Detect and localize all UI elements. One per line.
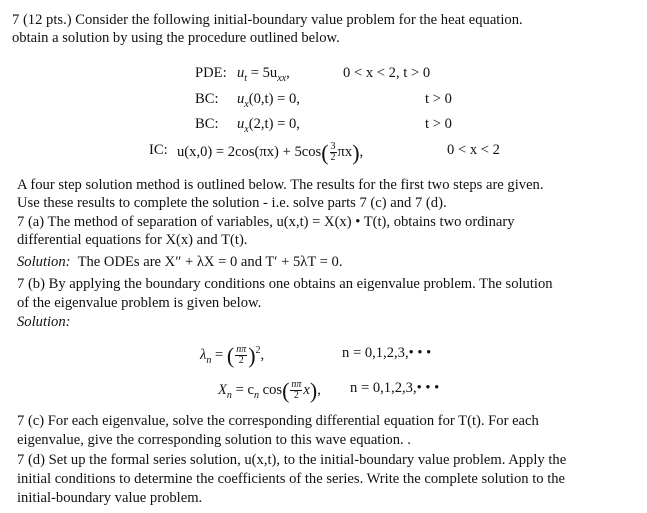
xn-lhs: X [218, 381, 227, 398]
part-c-line-2: eigenvalue, give the corresponding solution to this wave equation. . [17, 432, 411, 448]
bc2-label: BC: [195, 116, 219, 132]
lambda-range: n = 0,1,2,3,• • • [342, 345, 432, 361]
part-d-line-2: initial conditions to determine the coefficients of the series. Write the complete solution to the [17, 471, 566, 487]
pde-equation [237, 65, 290, 82]
bc1-label: BC: [195, 91, 219, 107]
part-d-line-3: initial-boundary value problem. [17, 490, 203, 506]
part-b-line-2: of the eigenvalue problem is given below. [17, 295, 262, 311]
bc2-lhs: u [237, 116, 245, 132]
lambda-frac-num: nπ [236, 344, 247, 355]
bc2-equation [237, 116, 300, 133]
part-a-solution [17, 254, 343, 271]
xn-c-sub: n [253, 389, 259, 401]
pde-rhs: = 5u [250, 65, 278, 81]
ic-part1: u(x,0) = 2cos(πx) + 5cos [177, 143, 322, 160]
xn-equation: $X_n = c_n$ cos( $\frac{n\pi}{2}$ x), [218, 378, 321, 403]
bc1-lhs-sub: x [244, 98, 249, 110]
pde-lhs: u [237, 65, 245, 81]
bc1-equation [237, 91, 300, 108]
lambda-sub: n [206, 354, 212, 366]
xn-cos: cos [262, 381, 283, 398]
pde-label: PDE: [195, 65, 227, 81]
lambda-lhs: λ [200, 346, 207, 363]
pde-domain: 0 < x < 2, t > 0 [343, 65, 431, 81]
xn-sub: n [226, 389, 232, 401]
bc2-rest: (2,t) = 0, [248, 116, 300, 132]
pde-tail: , [286, 65, 290, 81]
ic-frac-den: 2 [330, 152, 336, 163]
ic-equation: u(x,0) = 2cos(πx) + 5cos( $\frac{3}{2}$ πx), [177, 140, 364, 165]
lambda-frac-den: 2 [238, 355, 244, 366]
lambda-eq: = [214, 346, 224, 363]
part-d-line-1: 7 (d) Set up the formal series solution, u(x,t), to the initial-boundary value problem. Apply the [17, 452, 567, 468]
part-c-line-1: 7 (c) For each eigenvalue, solve the corresponding differential equation for T(t). For each [17, 413, 539, 429]
lambda-fraction [235, 345, 247, 366]
bc2-domain: t > 0 [425, 116, 452, 132]
bc1-domain: t > 0 [425, 91, 452, 107]
part-b-line-1: 7 (b) By applying the boundary conditions one obtains an eigenvalue problem. The solution [17, 276, 553, 292]
bc2-lhs-sub: x [244, 123, 249, 135]
lambda-equation: $\lambda_n$ = ( $\frac{n\pi}{2}$ )$^2$, [200, 343, 265, 368]
part-a-solution-text: The ODEs are X″ + λX = 0 and T′ + 5λT = 0. [77, 254, 343, 270]
xn-frac-num: nπ [291, 379, 302, 390]
xn-frac-den: 2 [293, 390, 299, 401]
part-b-solution-label: Solution: [17, 314, 71, 330]
xn-tail: , [317, 381, 321, 398]
bc1-lhs: u [237, 91, 245, 107]
lambda-tail: , [260, 346, 265, 363]
xn-x: x [303, 381, 310, 398]
ic-domain: 0 < x < 2 [447, 142, 500, 158]
pde-lhs-sub: t [244, 72, 248, 84]
xn-fraction [290, 380, 302, 401]
ic-label: IC: [149, 142, 168, 158]
intro-line-2: Use these results to complete the solution - i.e. solve parts 7 (c) and 7 (d). [17, 195, 447, 211]
ic-tail: , [359, 143, 364, 160]
pde-rhs-sub: xx [277, 72, 287, 84]
intro-line-1: A four step solution method is outlined below. The results for the first two steps are given. [17, 177, 544, 193]
bc1-rest: (0,t) = 0, [248, 91, 300, 107]
header-line-2: obtain a solution by using the procedure outlined below. [12, 30, 340, 46]
ic-frac-num: 3 [330, 141, 336, 152]
lambda-pow: 2 [255, 344, 261, 356]
xn-eq: = c [235, 381, 254, 398]
part-a-line-2: differential equations for X(x) and T(t). [17, 232, 248, 248]
part-a-line-1: 7 (a) The method of separation of variables, u(x,t) = X(x) • T(t), obtains two ordinary [17, 214, 515, 230]
part-a-solution-label: Solution: [17, 254, 71, 270]
header-line-1: 7 (12 pts.) Consider the following initial-boundary value problem for the heat equation. [12, 12, 523, 28]
ic-part2: πx [337, 143, 353, 160]
xn-range: n = 0,1,2,3,• • • [350, 380, 440, 396]
ic-fraction [330, 142, 337, 163]
